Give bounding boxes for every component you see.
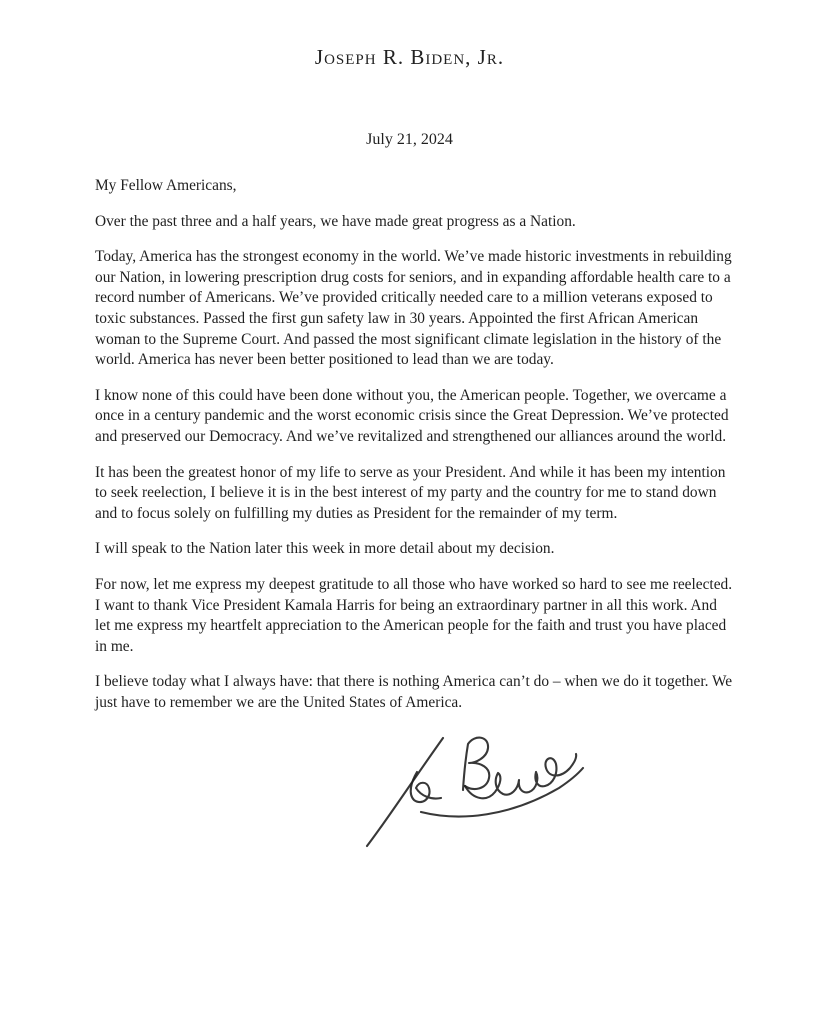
letterhead-name: Joseph R. Biden, Jr. bbox=[314, 45, 505, 69]
letter-paragraph: I believe today what I always have: that there is nothing America can’t do – when we do it together. We just have to remember we are the United States of America. bbox=[95, 673, 733, 711]
letter-paragraph: Today, America has the strongest economy in the world. We’ve made historic investments in rebuilding our Nation, in lowering prescription drug costs for seniors, and in expanding affordable health care to a record number of Americans. We’ve provided critically needed care to a million veterans exposed to toxic substances. Passed the first gun safety law in 30 years. Appointed the first African American woman to the Supreme Court. And passed the most significant climate legislation in the history of the world. America has never been better positioned to lead than we are today. bbox=[95, 248, 732, 369]
letter-paragraph: I will speak to the Nation later this week in more detail about my decision. bbox=[95, 540, 555, 558]
letter-paragraph: For now, let me express my deepest gratitude to all those who have worked so hard to see me reelected. I want to thank Vice President Kamala Harris for being an extraordinary partner in all this work. And let me express my heartfelt appreciation to the American people for the faith and trust you have placed in me. bbox=[95, 575, 733, 655]
letter-paragraph: I know none of this could have been done without you, the American people. Together, we overcame a once in a century pandemic and the worst economic crisis since the Great Depression. We’ve protected and preserved our Democracy. And we’ve revitalized and strengthened our alliances around the world. bbox=[95, 386, 729, 445]
letter-paragraph: Over the past three and a half years, we have made great progress as a Nation. bbox=[95, 212, 576, 230]
letter-paragraph: It has been the greatest honor of my life to serve as your President. And while it has been my intention to seek reelection, I believe it is in the best interest of my party and the country for me to stand down and to focus solely on fulfilling my duties as President for the remainder of my term. bbox=[95, 463, 726, 522]
salutation: My Fellow Americans, bbox=[95, 177, 237, 194]
signature-icon bbox=[361, 728, 593, 850]
letter-body bbox=[95, 176, 733, 850]
letter-date: July 21, 2024 bbox=[366, 131, 453, 148]
